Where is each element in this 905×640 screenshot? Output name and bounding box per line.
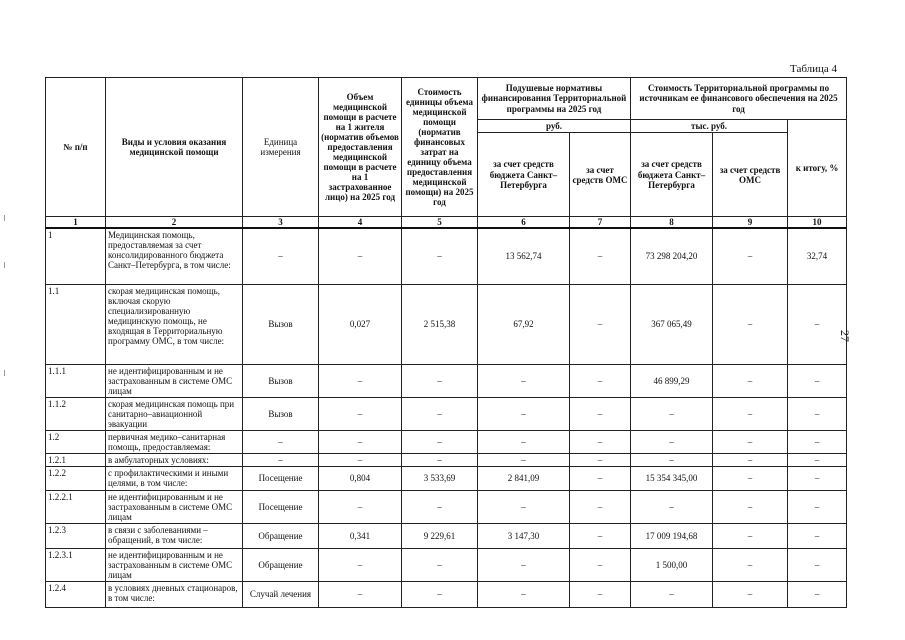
row-share: –	[788, 397, 847, 430]
row-cost-budget: 17 009 194,68	[631, 523, 713, 548]
row-percap-oms: –	[570, 364, 631, 397]
table-row	[46, 431, 847, 454]
row-volume: –	[319, 228, 402, 284]
header-unit-rub: руб.	[478, 120, 631, 133]
header-col8: за счет средств бюджета Санкт–Петербурга	[631, 133, 713, 217]
table-row	[46, 490, 847, 523]
row-name: не идентифицированным и не застрахованным в системе ОМС лицам	[106, 364, 243, 397]
col-number: 10	[788, 217, 847, 229]
row-number: 1.1	[46, 284, 106, 364]
header-col9: за счет средств ОМС	[713, 133, 788, 217]
col-number: 6	[478, 217, 570, 229]
row-unit: –	[243, 454, 319, 467]
row-volume: –	[319, 490, 402, 523]
row-number: 1.2.2	[46, 467, 106, 490]
row-cost-oms: –	[713, 454, 788, 467]
row-cost-oms: –	[713, 467, 788, 490]
row-volume: –	[319, 431, 402, 454]
col-number: 5	[402, 217, 478, 229]
row-name: не идентифицированным и не застрахованным в системе ОМС лицам	[106, 548, 243, 581]
row-share: –	[788, 364, 847, 397]
row-number: 1.2.2.1	[46, 490, 106, 523]
row-percap-oms: –	[570, 581, 631, 607]
table-row	[46, 364, 847, 397]
col-number: 7	[570, 217, 631, 229]
row-percap-oms: –	[570, 431, 631, 454]
col-number: 1	[46, 217, 106, 229]
col-number: 9	[713, 217, 788, 229]
page-number: 27	[838, 330, 852, 342]
row-cost-oms: –	[713, 548, 788, 581]
financing-table	[45, 77, 847, 608]
margin-mark	[4, 262, 5, 268]
header-unit-thous: тыс. руб.	[631, 120, 788, 133]
row-unit-cost: –	[402, 490, 478, 523]
row-name: в условиях дневных стационаров, в том числе:	[106, 581, 243, 607]
row-percap-budget: –	[478, 364, 570, 397]
row-cost-budget: –	[631, 454, 713, 467]
row-percap-oms: –	[570, 284, 631, 364]
row-unit: Обращение	[243, 523, 319, 548]
row-volume: 0,804	[319, 467, 402, 490]
row-share: –	[788, 431, 847, 454]
row-unit-cost: 9 229,61	[402, 523, 478, 548]
table-row	[46, 228, 847, 284]
row-percap-budget: –	[478, 548, 570, 581]
row-share: –	[788, 490, 847, 523]
row-percap-budget: 67,92	[478, 284, 570, 364]
row-unit: Случай лечения	[243, 581, 319, 607]
row-percap-budget: –	[478, 490, 570, 523]
row-cost-oms: –	[713, 523, 788, 548]
row-unit-cost: –	[402, 397, 478, 430]
row-number: 1.2.4	[46, 581, 106, 607]
row-cost-oms: –	[713, 490, 788, 523]
row-share: –	[788, 523, 847, 548]
row-percap-budget: –	[478, 454, 570, 467]
row-percap-budget: 13 562,74	[478, 228, 570, 284]
header-percap-group: Подушевые нормативы финансирования Территориальной программы на 2025 год	[478, 78, 631, 120]
table-caption: Таблица 4	[790, 63, 838, 75]
row-percap-budget: –	[478, 581, 570, 607]
row-percap-budget: 2 841,09	[478, 467, 570, 490]
row-cost-oms: –	[713, 581, 788, 607]
row-number: 1.2	[46, 431, 106, 454]
row-cost-oms: –	[713, 228, 788, 284]
row-share: –	[788, 467, 847, 490]
row-unit-cost: –	[402, 581, 478, 607]
table-row	[46, 581, 847, 607]
header-col10: к итогу, %	[788, 120, 847, 217]
row-share: 32,74	[788, 228, 847, 284]
row-volume: –	[319, 581, 402, 607]
row-unit: Вызов	[243, 397, 319, 430]
row-unit-cost: 2 515,38	[402, 284, 478, 364]
table-row	[46, 397, 847, 430]
col-number: 4	[319, 217, 402, 229]
header-cost-group: Стоимость Территориальной программы по источникам ее финансового обеспечения на 2025 год	[631, 78, 847, 120]
row-share: –	[788, 454, 847, 467]
table-row	[46, 523, 847, 548]
row-percap-budget: –	[478, 397, 570, 430]
row-cost-oms: –	[713, 364, 788, 397]
row-unit: Вызов	[243, 284, 319, 364]
row-cost-budget: –	[631, 397, 713, 430]
row-cost-budget: –	[631, 490, 713, 523]
row-name: с профилактическими и иными целями, в том числе:	[106, 467, 243, 490]
row-percap-oms: –	[570, 397, 631, 430]
header-col7: за счет средств ОМС	[570, 133, 631, 217]
row-unit: Вызов	[243, 364, 319, 397]
row-volume: –	[319, 397, 402, 430]
margin-mark	[4, 370, 5, 376]
row-percap-oms: –	[570, 490, 631, 523]
row-number: 1	[46, 228, 106, 284]
row-number: 1.2.3.1	[46, 548, 106, 581]
header-cost: Стоимость единицы объема медицинской помощи (норматив финансовых затрат на единицу объема предоставления медицинской помощи) на 2025 год	[402, 78, 478, 217]
row-name: скорая медицинская помощь при санитарно–авиационной эвакуации	[106, 397, 243, 430]
row-cost-budget: 46 899,29	[631, 364, 713, 397]
row-cost-oms: –	[713, 397, 788, 430]
row-percap-oms: –	[570, 467, 631, 490]
row-unit: –	[243, 228, 319, 284]
table-row	[46, 454, 847, 467]
header-volume: Объем медицинской помощи в расчете на 1 жителя (норматив объемов предоставления медицинской помощи в расчете на 1 застрахованное лицо) на 2025 год	[319, 78, 402, 217]
row-percap-oms: –	[570, 454, 631, 467]
row-name: скорая медицинская помощь, включая скорую специализированную медицинскую помощь, не входящая в Территориальную программу ОМС, в том числе:	[106, 284, 243, 364]
row-number: 1.2.1	[46, 454, 106, 467]
row-name: в связи с заболеваниями – обращений, в том числе:	[106, 523, 243, 548]
table-row	[46, 284, 847, 364]
row-number: 1.2.3	[46, 523, 106, 548]
row-unit-cost: –	[402, 228, 478, 284]
row-percap-oms: –	[570, 523, 631, 548]
header-unit: Единица измерения	[243, 78, 319, 217]
row-name: в амбулаторных условиях:	[106, 454, 243, 467]
row-number: 1.1.2	[46, 397, 106, 430]
row-cost-budget: –	[631, 581, 713, 607]
row-volume: –	[319, 548, 402, 581]
row-percap-oms: –	[570, 228, 631, 284]
row-cost-budget: 73 298 204,20	[631, 228, 713, 284]
row-unit: Посещение	[243, 467, 319, 490]
row-cost-oms: –	[713, 431, 788, 454]
row-unit: –	[243, 431, 319, 454]
row-unit: Обращение	[243, 548, 319, 581]
table-row	[46, 548, 847, 581]
row-cost-budget: –	[631, 431, 713, 454]
row-share: –	[788, 284, 847, 364]
row-unit-cost: 3 533,69	[402, 467, 478, 490]
row-unit: Посещение	[243, 490, 319, 523]
row-number: 1.1.1	[46, 364, 106, 397]
row-share: –	[788, 548, 847, 581]
row-unit-cost: –	[402, 431, 478, 454]
col-number: 2	[106, 217, 243, 229]
row-cost-budget: 367 065,49	[631, 284, 713, 364]
row-cost-budget: 1 500,00	[631, 548, 713, 581]
row-cost-budget: 15 354 345,00	[631, 467, 713, 490]
table-header	[46, 78, 847, 217]
col-number: 3	[243, 217, 319, 229]
column-number-row	[46, 217, 847, 229]
row-cost-oms: –	[713, 284, 788, 364]
table-body	[46, 217, 847, 608]
row-name: не идентифицированным и не застрахованным в системе ОМС лицам	[106, 490, 243, 523]
margin-mark	[4, 215, 5, 221]
row-unit-cost: –	[402, 364, 478, 397]
col-number: 8	[631, 217, 713, 229]
row-name: первичная медико–санитарная помощь, предоставляемая:	[106, 431, 243, 454]
row-percap-budget: –	[478, 431, 570, 454]
header-type: Виды и условия оказания медицинской помощи	[106, 78, 243, 217]
header-col6: за счет средств бюджета Санкт–Петербурга	[478, 133, 570, 217]
row-volume: 0,341	[319, 523, 402, 548]
row-unit-cost: –	[402, 548, 478, 581]
row-volume: –	[319, 364, 402, 397]
row-volume: –	[319, 454, 402, 467]
row-name: Медицинская помощь, предоставляемая за счет консолидированного бюджета Санкт–Петербурга, в том числе:	[106, 228, 243, 284]
row-percap-oms: –	[570, 548, 631, 581]
row-unit-cost: –	[402, 454, 478, 467]
header-num: № п/п	[46, 78, 106, 217]
row-percap-budget: 3 147,30	[478, 523, 570, 548]
row-share: –	[788, 581, 847, 607]
row-volume: 0,027	[319, 284, 402, 364]
table-row	[46, 467, 847, 490]
